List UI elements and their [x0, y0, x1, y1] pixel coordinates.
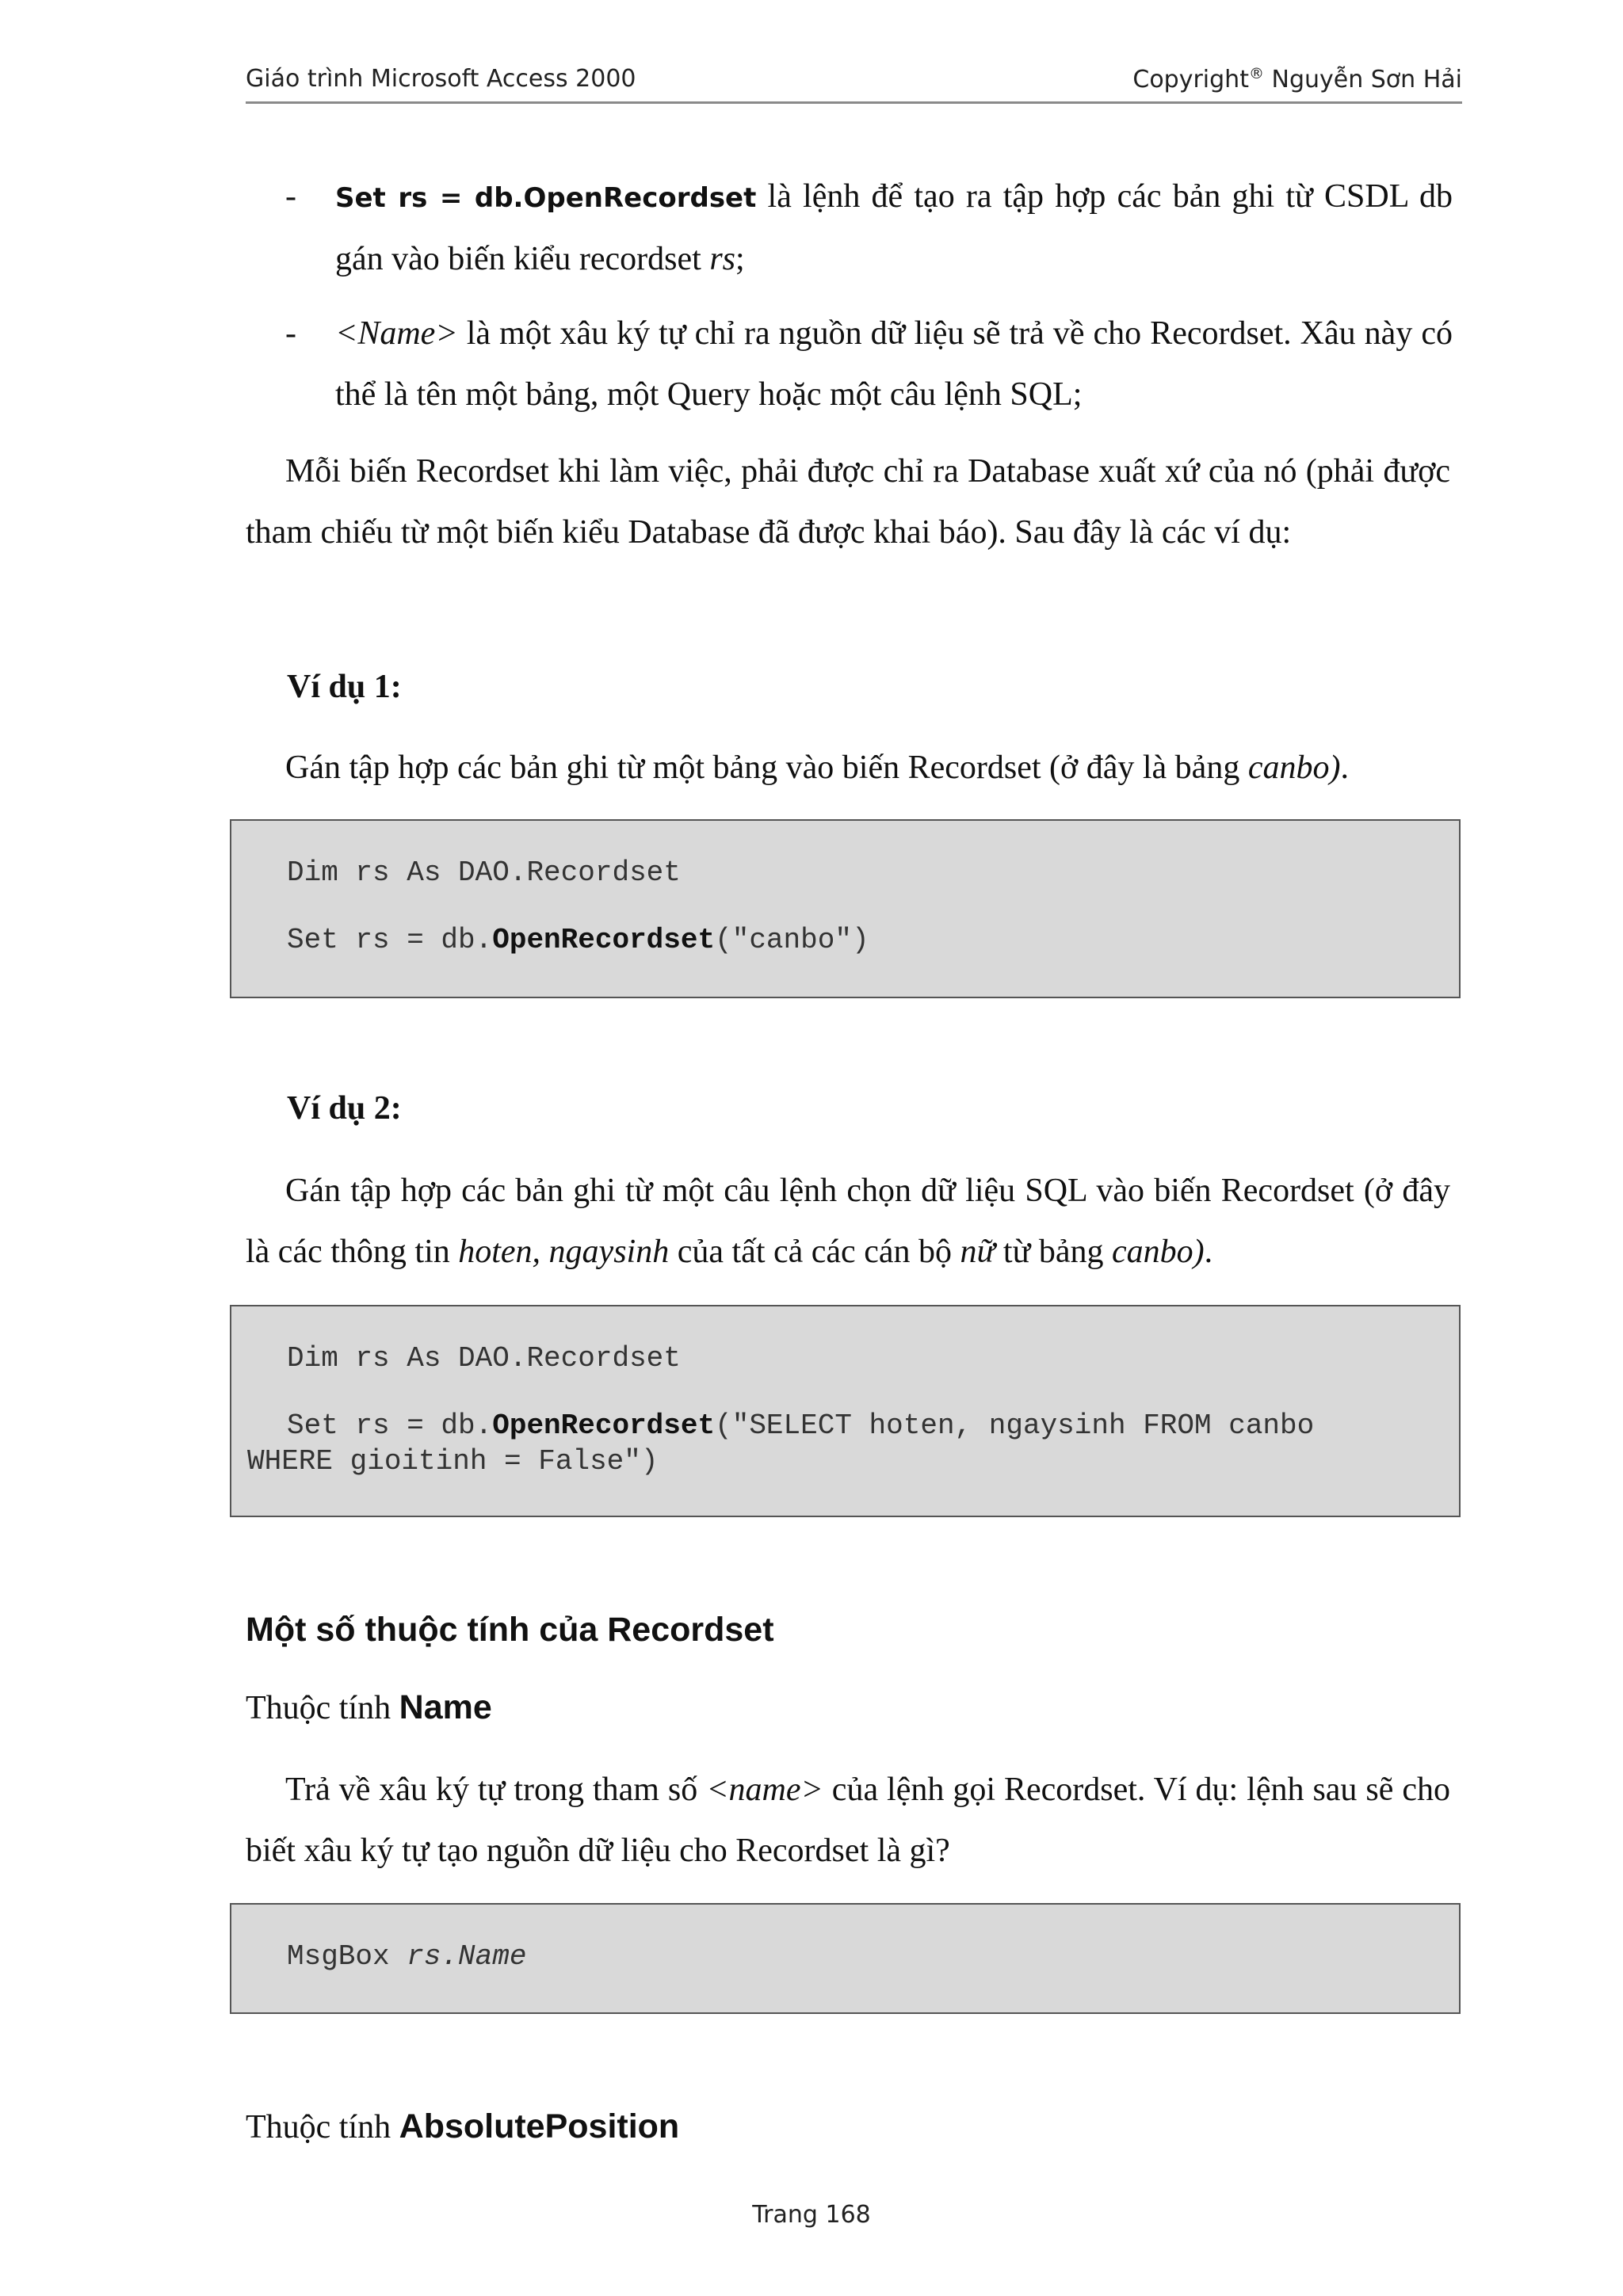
- desc-italic: canbo): [1111, 1234, 1205, 1270]
- bullet-text: [335, 166, 1453, 290]
- header-title: Giáo trình Microsoft Access 2000: [246, 65, 636, 93]
- property-keyword: AbsolutePosition: [399, 2107, 680, 2145]
- code-line: [287, 1409, 1314, 1442]
- page-number: Trang 168: [752, 2201, 871, 2229]
- example-2-description: [246, 1161, 1450, 1283]
- property-label: Thuộc tính: [246, 2109, 399, 2145]
- bullet-italic: <Name>: [335, 315, 458, 352]
- property-keyword: Name: [399, 1688, 492, 1726]
- code-block-example-1: [230, 819, 1461, 998]
- bullet-dash: -: [285, 315, 296, 352]
- desc-part: Gán tập hợp các bản ghi từ một bảng vào biến Recordset (ở đây là bảng: [285, 749, 1248, 786]
- property-absoluteposition-heading: [246, 2107, 679, 2146]
- desc-part: của lệnh gọi Recordset. Ví dụ: lệnh sau sẽ cho biết xâu ký tự tạo nguồn dữ liệu cho Recordset là gì?: [246, 1772, 1450, 1869]
- desc-italic: <name>: [706, 1772, 823, 1808]
- desc-end: .: [1204, 1234, 1213, 1270]
- registered-mark: ®: [1248, 65, 1264, 82]
- code-line: Dim rs As DAO.Recordset: [287, 1342, 681, 1375]
- bullet-text-end: ;: [735, 241, 745, 277]
- desc-part: Trả về xâu ký tự trong tham số: [285, 1772, 707, 1808]
- code-part: MsgBox: [287, 1940, 407, 1973]
- bullet-item-name: [246, 303, 1453, 430]
- example-1-description: [246, 738, 1450, 799]
- example-2-title: Ví dụ 2:: [287, 1090, 402, 1127]
- bullet-dash: -: [285, 178, 296, 215]
- code-part: Set rs = db.: [287, 924, 493, 956]
- example-1-title: Ví dụ 1:: [287, 669, 402, 705]
- code-keyword: OpenRecordset: [492, 1409, 716, 1442]
- desc-italic: hoten, ngaysinh: [458, 1234, 670, 1270]
- code-part: ("SELECT hoten, ngaysinh FROM canbo: [715, 1409, 1315, 1442]
- copyright-label: Copyright: [1132, 66, 1249, 93]
- desc-italic: nữ: [960, 1234, 995, 1270]
- page-header: [246, 63, 1462, 104]
- code-part: ("canbo"): [715, 924, 869, 956]
- property-label: Thuộc tính: [246, 1690, 399, 1726]
- intro-paragraph: Mỗi biến Recordset khi làm việc, phải được chỉ ra Database xuất xứ của nó (phải được tham chiếu từ một biến kiểu Database đã được khai báo). Sau đây là các ví dụ:: [246, 453, 1450, 551]
- bullet-text: [335, 303, 1453, 425]
- section-title: Một số thuộc tính của Recordset: [246, 1611, 774, 1649]
- code-block-msgbox: [230, 1903, 1461, 2014]
- bullet-text-part: là một xâu ký tự chỉ ra nguồn dữ liệu sẽ trả về cho Recordset. Xâu này có thể là tên một bảng, một Query hoặc một câu lệnh SQL;: [335, 315, 1453, 413]
- desc-part: từ bảng: [995, 1234, 1112, 1270]
- header-copyright: [1132, 65, 1462, 93]
- code-block-example-2: [230, 1305, 1461, 1517]
- bullet-text-part: là lệnh để tạo ra tập hợp các bản ghi từ CSDL db gán vào biến kiểu recordset: [335, 178, 1453, 277]
- inline-code: Set rs = db.OpenRecordset: [335, 182, 757, 214]
- property-name-description: [246, 1760, 1450, 1882]
- code-line: Dim rs As DAO.Recordset: [287, 856, 681, 889]
- property-name-heading: [246, 1688, 492, 1727]
- code-part: Set rs = db.: [287, 1409, 493, 1442]
- desc-end: .: [1340, 749, 1349, 786]
- desc-part: Gán tập hợp các bản ghi từ một câu lệnh chọn dữ liệu SQL vào biến Recordset (ở đây là các thông tin: [246, 1173, 1450, 1270]
- desc-part: của tất cả các cán bộ: [669, 1234, 960, 1270]
- code-line: WHERE gioitinh = False"): [247, 1445, 659, 1478]
- code-line: [287, 924, 869, 956]
- code-italic: rs.Name: [407, 1940, 527, 1973]
- author-name: Nguyễn Sơn Hải: [1263, 66, 1462, 93]
- code-keyword: OpenRecordset: [492, 924, 716, 956]
- desc-italic: canbo): [1247, 749, 1341, 786]
- bullet-item-openrecordset: [246, 166, 1453, 293]
- bullet-italic: rs: [709, 241, 736, 277]
- code-line: [287, 1940, 526, 1973]
